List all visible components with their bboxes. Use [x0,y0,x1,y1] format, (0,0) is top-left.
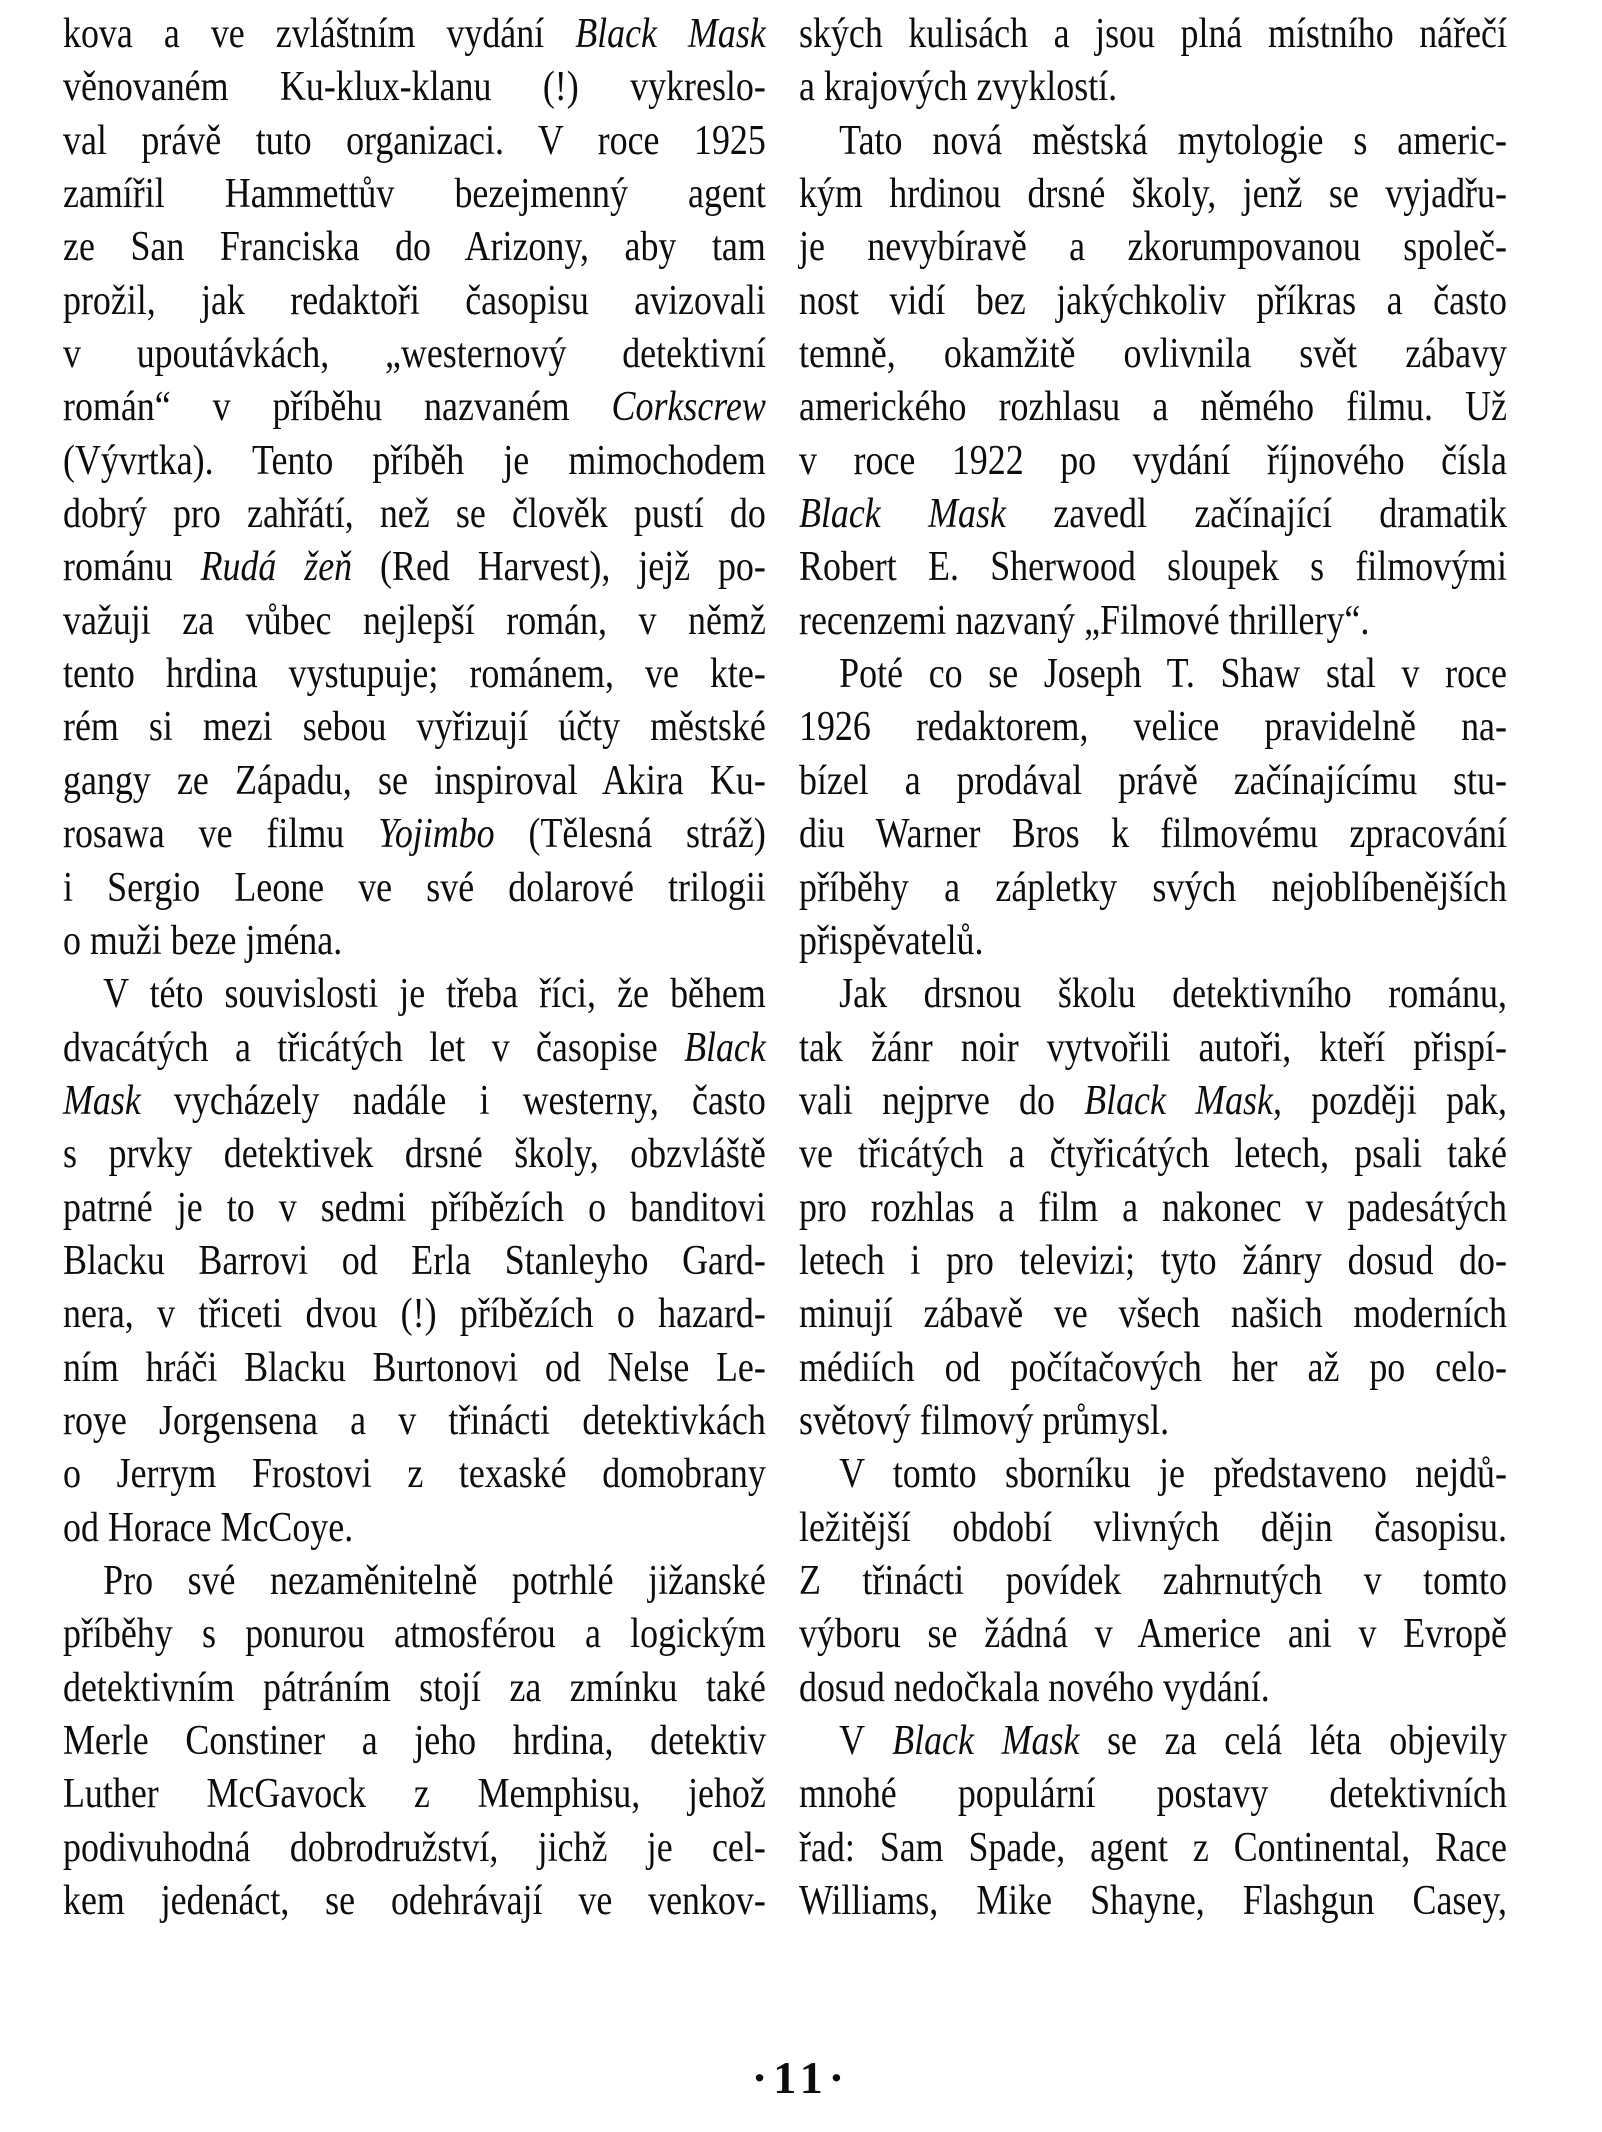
text-run: Poté co se Joseph T. Shaw stal v roce [839,651,1507,698]
text-run: patrné je to v sedmi příbězích o banditovi [63,1184,766,1231]
text-run: Z třinácti povídek zahrnutých v tomto [799,1557,1507,1604]
text-run: ním hráči Blacku Burtonovi od Nelse Le- [63,1344,766,1391]
text-line [63,1502,766,1555]
italic-text-run: Corkscrew [611,384,766,431]
text-line [63,168,766,221]
text-run: příběhy s ponurou atmosférou a logickým [63,1611,766,1658]
text-line [63,1875,766,1928]
text-line [63,61,766,114]
text-run: román“ v příběhu nazvaném [63,384,612,431]
text-run: příběhy a zápletky svých nejoblíbenějších [799,864,1507,911]
text-run: gangy ze Západu, se inspiroval Akira Ku- [63,757,766,804]
text-line [63,435,766,488]
text-run: 1926 redaktorem, velice pravidelně na- [799,704,1507,751]
text-run: se za celá léta objevily [1079,1718,1507,1764]
text-line [799,8,1507,61]
text-line [799,328,1507,381]
text-line [63,381,766,434]
text-run: mnohé populární postavy detektivních [799,1771,1507,1818]
text-run: tento hrdina vystupuje; románem, ve kte- [63,651,766,698]
text-line [799,862,1507,915]
text-run: (Red Harvest), jejž po- [352,544,766,591]
text-line [63,1342,766,1395]
text-line [63,1768,766,1821]
text-run: nost vidí bez jakýchkoliv příkras a často [799,277,1507,324]
text-run: ve třicátých a čtyřicátých letech, psali také [799,1131,1507,1178]
text-run: Merle Constiner a jeho hrdina, detektiv [63,1718,766,1764]
text-run: zamířil Hammettův bezejmenný agent [63,171,766,218]
text-run: médiích od počítačových her až po celo- [799,1344,1507,1391]
text-run: temně, okamžitě ovlivnila svět zábavy [799,331,1507,378]
italic-text-run: Black [684,1024,766,1071]
text-run: kova a ve zvláštním vydání [63,11,576,57]
text-line [63,1822,766,1875]
text-run: tak žánr noir vytvořili autoři, kteří přispí- [799,1024,1507,1071]
italic-text-run: Rudá žeň [200,544,353,591]
text-run: rém si mezi sebou vyřizují účty městské [63,704,766,751]
text-line [63,915,766,968]
text-line [63,862,766,915]
text-run: recenzemi nazvaný „Filmové thrillery“. [799,597,1370,644]
text-line [799,1875,1507,1928]
text-run: v upoutávkách, „westernový detektivní [63,331,766,378]
text-line [799,61,1507,114]
text-run: kem jedenáct, se odehrávají ve venkov- [63,1878,766,1925]
text-line [799,1608,1507,1661]
text-run: amerického rozhlasu a němého filmu. Už [799,384,1507,431]
text-line [63,1022,766,1075]
text-run: od Horace McCoye. [63,1504,354,1551]
text-run: prožil, jak redaktoři časopisu avizovali [63,277,766,324]
text-run: detektivním pátráním stojí za zmínku také [63,1664,766,1711]
text-line [799,648,1507,701]
text-line [799,1448,1507,1501]
text-run: Luther McGavock z Memphisu, jehož [63,1771,766,1818]
text-run: s prvky detektivek drsné školy, obzvláště [63,1131,766,1178]
italic-text-run: Yojimbo [378,811,495,858]
text-line [63,488,766,541]
text-run: vycházely nadále i westerny, často [140,1077,766,1124]
text-run: pro rozhlas a film a nakonec v padesátých [799,1184,1507,1231]
text-line [63,221,766,274]
text-run: diu Warner Bros k filmovému zpracování [799,811,1507,858]
text-run: přispěvatelů. [799,917,984,964]
text-line [63,1235,766,1288]
italic-text-run: Black Mask [799,491,1006,538]
text-line [799,541,1507,594]
text-line [799,115,1507,168]
text-line [799,1555,1507,1608]
text-line [63,1715,766,1768]
text-line [799,1128,1507,1181]
text-line [799,755,1507,808]
text-run: řad: Sam Spade, agent z Continental, Race [799,1824,1507,1871]
italic-text-run: Black Mask [575,11,766,57]
text-run: letech i pro televizi; tyto žánry dosud do- [799,1237,1507,1284]
text-run: V [839,1718,893,1764]
page-number: ·11· [751,2052,851,2103]
text-run: románu [63,544,201,591]
text-run: Pro své nezaměnitelně potrhlé jižanské [103,1557,766,1604]
text-line [799,915,1507,968]
text-line [63,595,766,648]
text-line [799,1235,1507,1288]
text-run: Williams, Mike Shayne, Flashgun Casey, [799,1878,1507,1925]
text-line [63,1075,766,1128]
text-run: vali nejprve do [799,1077,1085,1124]
text-run: dvacátých a třicátých let v časopise [63,1024,685,1071]
text-line [799,381,1507,434]
text-line [799,275,1507,328]
text-run: minují zábavě ve všech našich moderních [799,1291,1507,1338]
text-line [799,1288,1507,1341]
text-line [63,1555,766,1608]
text-line [799,488,1507,541]
text-run: Robert E. Sherwood sloupek s filmovými [799,544,1507,591]
text-run: o Jerrym Frostovi z texaské domobrany [63,1451,766,1498]
text-line [63,968,766,1021]
text-column-left [63,8,766,1928]
text-run: kým hrdinou drsné školy, jenž se vyjadřu- [799,171,1507,218]
text-line [63,1662,766,1715]
text-run: ze San Franciska do Arizony, aby tam [63,224,766,271]
text-line [799,1182,1507,1235]
text-run: rosawa ve filmu [63,811,379,858]
text-run: ležitější období vlivných dějin časopisu. [799,1504,1507,1551]
text-run: V této souvislosti je třeba říci, že během [103,971,766,1018]
italic-text-run: Mask [63,1077,141,1124]
text-run: v roce 1922 po vydání říjnového čísla [799,437,1507,484]
text-line [63,701,766,754]
text-run: dosud nedočkala nového vydání. [799,1664,1270,1711]
text-run: Jak drsnou školu detektivního románu, [839,971,1507,1018]
text-run: je nevybíravě a zkorumpovanou společ- [799,224,1507,271]
text-column-right [799,8,1507,1928]
text-line [799,968,1507,1021]
text-line [799,1395,1507,1448]
text-run: , později pak, [1272,1077,1507,1124]
text-line [799,1768,1507,1821]
text-run: važuji za vůbec nejlepší román, v němž [63,597,766,644]
text-line [63,115,766,168]
text-run: a krajových zvyklostí. [799,64,1118,111]
text-run: ských kulisách a jsou plná místního nářečí [799,11,1507,57]
text-run: bízel a prodával právě začínajícímu stu- [799,757,1507,804]
text-line [63,755,766,808]
text-line [799,1022,1507,1075]
text-run: V tomto sborníku je představeno nejdů- [839,1451,1507,1498]
text-run: zavedl začínající dramatik [1005,491,1507,538]
text-line [63,275,766,328]
text-run: dobrý pro zahřátí, než se člověk pustí do [63,491,766,538]
text-run: výboru se žádná v Americe ani v Evropě [799,1611,1507,1658]
text-line [63,1608,766,1661]
text-line [63,1288,766,1341]
text-line [799,1715,1507,1768]
text-run: roye Jorgensena a v třinácti detektivkách [63,1397,766,1444]
text-line [63,1182,766,1235]
text-line [63,1395,766,1448]
text-line [799,1822,1507,1875]
text-line [799,435,1507,488]
text-line [63,328,766,381]
text-line [63,8,766,61]
text-line [799,1502,1507,1555]
text-run: věnovaném Ku-klux-klanu (!) vykreslo- [63,64,766,111]
text-run: val právě tuto organizaci. V roce 1925 [63,117,766,164]
text-run: i Sergio Leone ve své dolarové trilogii [63,864,766,911]
italic-text-run: Black Mask [1084,1077,1273,1124]
text-line [799,1662,1507,1715]
text-line [63,541,766,594]
text-line [63,808,766,861]
text-line [799,808,1507,861]
text-line [799,1075,1507,1128]
text-run: podivuhodná dobrodružství, jichž je cel- [63,1824,766,1871]
text-run: (Vývrtka). Tento příběh je mimochodem [63,437,766,484]
text-line [799,595,1507,648]
text-run: (Tělesná stráž) [494,811,766,858]
text-run: Blacku Barrovi od Erla Stanleyho Gard- [63,1237,766,1284]
text-line [63,648,766,701]
text-run: nera, v třiceti dvou (!) příbězích o hazard- [63,1291,766,1338]
italic-text-run: Black Mask [892,1718,1080,1764]
text-line [63,1448,766,1501]
text-run: o muži beze jména. [63,917,343,964]
text-line [63,1128,766,1181]
text-line [799,221,1507,274]
text-run: světový filmový průmysl. [799,1397,1170,1444]
text-run: Tato nová městská mytologie s americ- [839,117,1507,164]
text-line [799,1342,1507,1395]
text-line [799,168,1507,221]
text-line [799,701,1507,754]
